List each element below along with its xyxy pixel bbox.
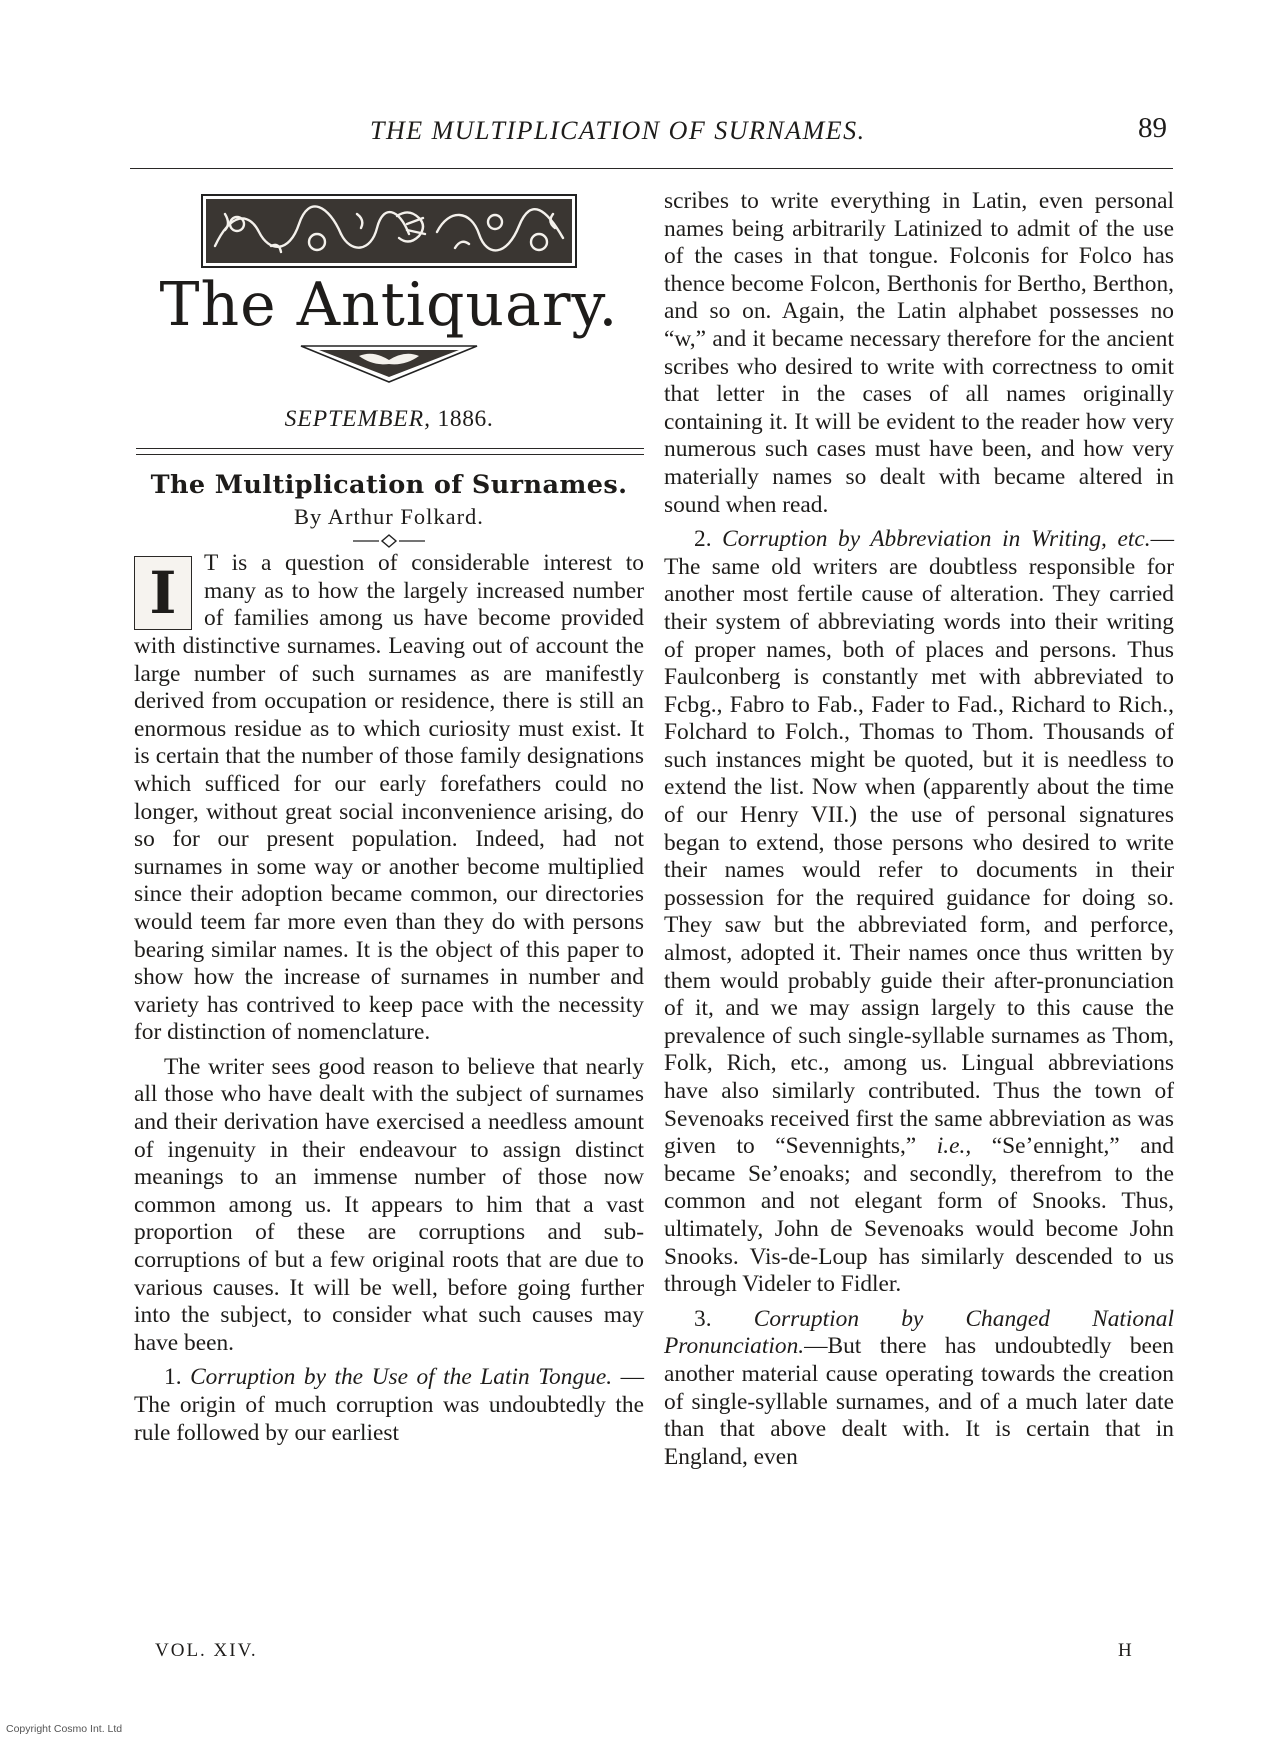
running-head <box>130 106 1175 150</box>
section-2-ie: i.e., <box>936 1133 972 1160</box>
section-2-text: —The same old writers are doubtless responsible for another most fertile cause of alteration. They carried their system of abbreviating words into their writing of proper names, both of places and persons. Thus Faulconberg is constantly met with abbreviated to Fcbg., Fabro to Fab., Fader to Fad., Richard to Rich., Folchard to Folch., Thomas to Thom. Thousands of such instances might be quoted, but it is needless to extend the list. Now when (apparently about the time of our Henry VII.) the use of personal signatures began to extend, those persons who desired to write their names would refer to documents in their possession for the required guidance for doing so. They saw but the abbreviated form, and perforce, almost, adopted it. Their names once thus written by them would probably guide their after-pronunciation of it, and we may assign largely to this cause the prevalence of such single-syllable surnames as Thom, Folk, Rich, etc., among us. Lingual abbreviations have also similarly contributed. Thus the town of Sevenoaks received first the same abbreviation as was given to “Sevennights,” <box>664 526 1174 1160</box>
copyright-notice: Copyright Cosmo Int. Ltd <box>6 1723 123 1735</box>
footer-signature: H <box>1118 1640 1134 1661</box>
section-2 <box>664 526 1174 1299</box>
ornamental-headpiece-icon <box>201 194 577 268</box>
footer-volume: VOL. XIV. <box>155 1640 258 1661</box>
section-3-heading: Corruption by Changed National Pronunciation. <box>664 1305 1174 1360</box>
paragraph-continued: scribes to write everything in Latin, even personal names being arbitrarily Latinized to admit of the use of the cases in that tongue. Folconis for Folco has thence become Folcon, Berthonis for Bertho, Berthon, and so on. Again, the Latin alphabet possesses no “w,” and it became necessary therefore for the ancient scribes who desired to write with correctness to omit that letter in the cases of all names originally containing it. It will be evident to the reader how very numerous such cases must have been, and how very materially names so dealt with became altered in sound when read. <box>664 188 1174 518</box>
drop-cap: I <box>134 556 192 630</box>
header-rule <box>130 168 1173 169</box>
triangle-ornament-icon <box>299 344 479 384</box>
section-1-number: 1. <box>164 1364 182 1391</box>
section-2-heading: Corruption by Abbreviation in Writing, etc. <box>722 526 1151 553</box>
issue-month: SEPTEMBER, <box>284 406 432 432</box>
section-2-number: 2. <box>694 526 712 553</box>
left-column <box>134 186 644 1447</box>
section-3 <box>664 1306 1174 1472</box>
byline-prefix: By <box>294 503 323 529</box>
right-column <box>664 188 1174 1471</box>
paragraph-1 <box>134 550 644 1047</box>
byline-author: Arthur Folkard. <box>327 503 484 529</box>
byline <box>134 503 644 531</box>
section-1-text: —The origin of much corruption was undoubtedly the rule followed by our earliest <box>134 1364 644 1446</box>
section-2-text-end: “Se’ennight,” and became Se’enoaks; and secondly, therefrom to the common and not elegant form of Snooks. Thus, ultimately, John de Sevenoaks would become John Snooks. Vis-de-Loup has similarly descended to us through Videler to Fidler. <box>664 1133 1174 1298</box>
section-3-number: 3. <box>694 1305 712 1332</box>
masthead-title: The Antiquary. <box>159 270 619 340</box>
ornament-divider-icon <box>349 534 429 548</box>
article-title: The Multiplication of Surnames. <box>150 469 628 500</box>
issue-year: 1886. <box>437 406 494 432</box>
running-title: THE MULTIPLICATION OF SURNAMES. <box>370 116 866 145</box>
page-number: 89 <box>1138 112 1167 144</box>
section-1-heading: Corruption by the Use of the Latin Tongue. <box>190 1364 613 1391</box>
paragraph-2: The writer sees good reason to believe that nearly all those who have dealt with the subject of surnames and their derivation have exercised a needless amount of ingenuity in their endeavour to assign distinct meanings to an immense number of those now common among us. It appears to him that a vast proportion of these are corruptions and sub-corruptions of but a few original roots that are due to various causes. It will be well, before going further into the subject, to consider what such causes may have been. <box>134 1053 644 1356</box>
section-1 <box>134 1364 644 1447</box>
issue-date <box>134 406 644 434</box>
section-3-text: —But there has undoubtedly been another material cause operating towards the creation of single-syllable surnames, and of a much later date than that above dealt with. It is certain that in England, even <box>664 1333 1174 1470</box>
paragraph-1-text: T is a question of considerable interest to many as to how the largely increased number of families among us have become provided with distinctive surnames. Leaving out of account the large number of such surnames as are manifestly derived from occupation or residence, there is still an enormous residue as to which curiosity must exist. It is certain that the number of those family designations which sufficed for our early forefathers could no longer, without great social inconvenience arising, do so for our present population. Indeed, had not surnames in some way or another become multiplied since their adoption became common, our directories would teem far more even than they do with persons bearing similar names. It is the object of this paper to show how the increase of surnames in number and variety has contrived to keep pace with the necessity for distinction of nomenclature. <box>134 550 644 1046</box>
double-rule <box>136 448 644 455</box>
